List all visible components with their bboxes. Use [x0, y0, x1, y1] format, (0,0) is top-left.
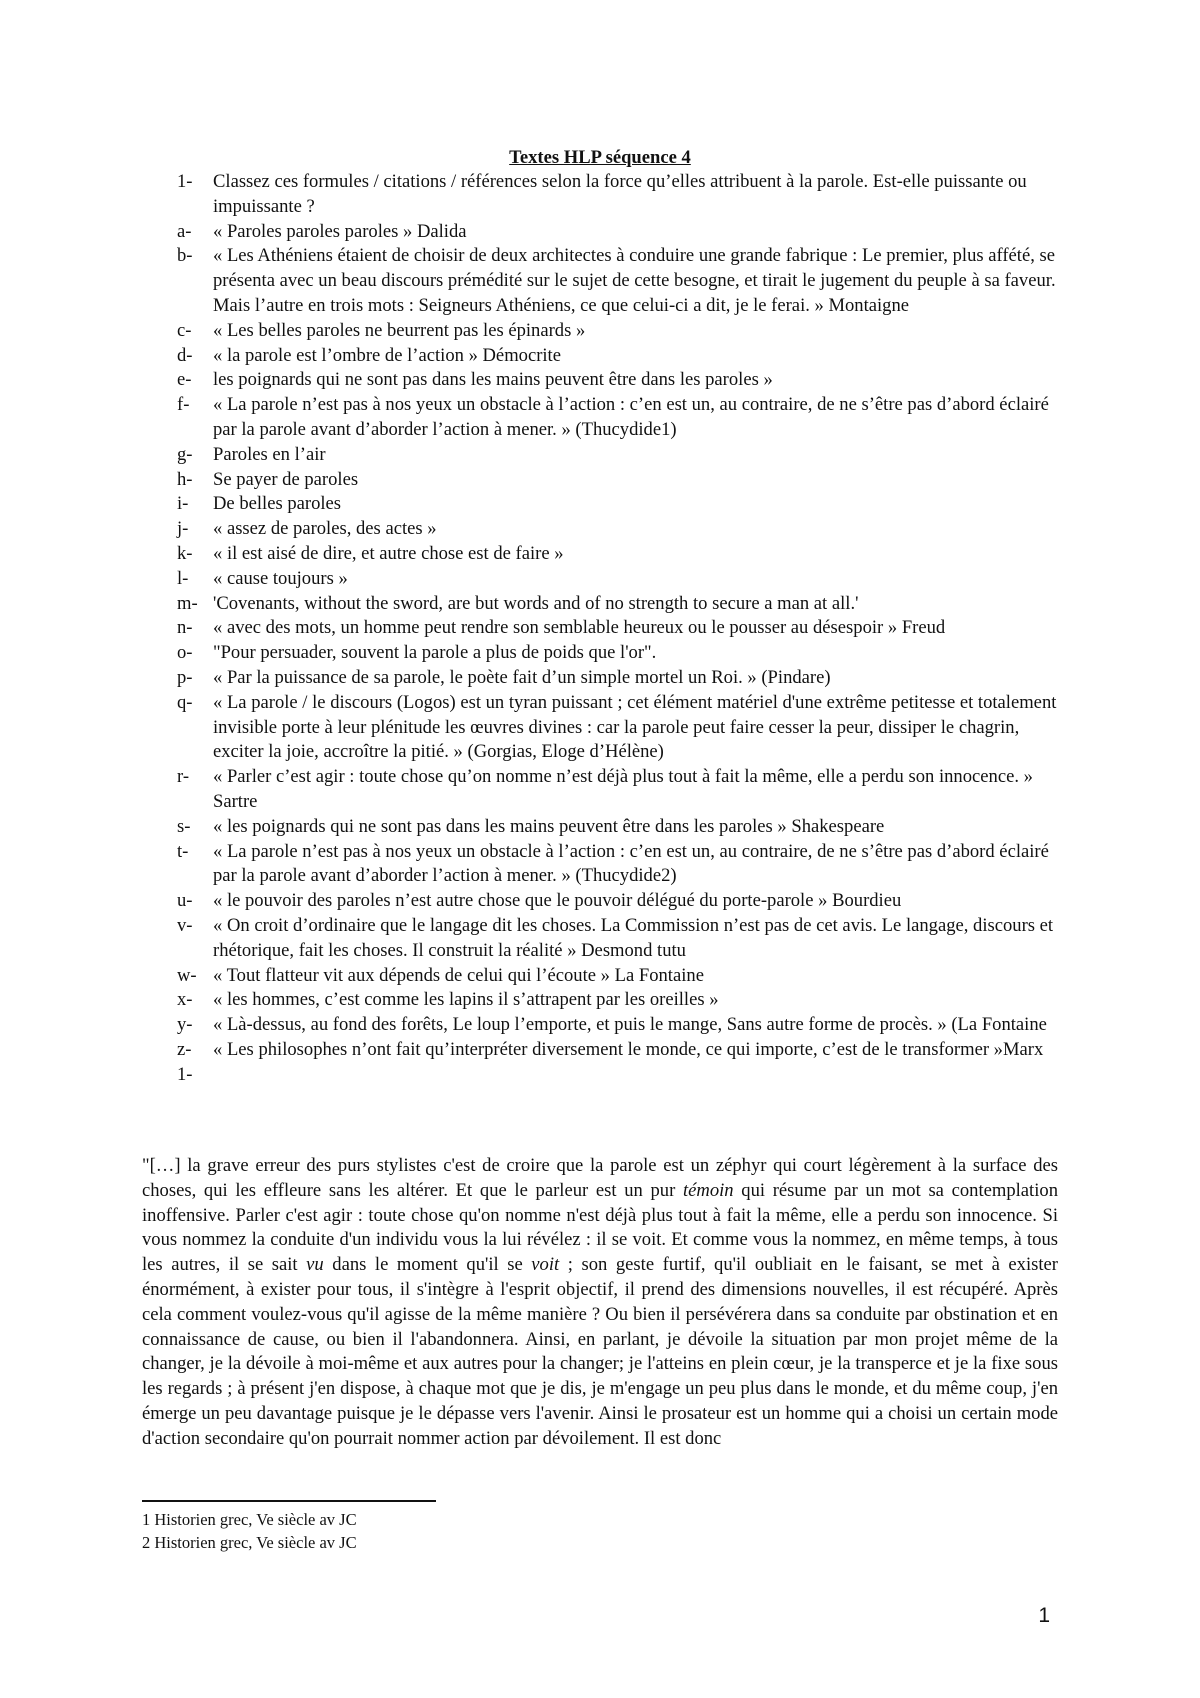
list-marker: o-: [177, 642, 193, 664]
list-text: « la parole est l’ombre de l’action » Démocrite: [213, 344, 561, 366]
list-text: 'Covenants, without the sword, are but words and of no strength to secure a man at all.': [213, 592, 859, 614]
list-item: [177, 319, 1057, 344]
list-marker: 1-: [177, 1063, 193, 1085]
list-marker: c-: [177, 319, 192, 341]
list-text: « le pouvoir des paroles n’est autre chose que le pouvoir délégué du porte-parole » Bourdieu: [213, 890, 902, 912]
list-item: [177, 641, 1057, 666]
list-item: [177, 1063, 1057, 1088]
page-number: 1: [1038, 1604, 1050, 1627]
list-text: « avec des mots, un homme peut rendre son semblable heureux ou le pousser au désespoir » Freud: [213, 617, 946, 639]
list-marker: g-: [177, 443, 193, 465]
list-text: « Les philosophes n’ont fait qu’interpréter diversement le monde, ce qui importe, c’est de le transformer »Marx: [213, 1038, 1044, 1060]
prose-part: qui résume par un mot sa contemplation inoffensive. Parler c'est agir : toute chose qu'on nomme n'est déjà plus tout à fait la même, elle a perdu son innocence. Si vous nommez la conduite d'un individu vous la lui révélez : il se voit. Et comme vous la nommez, en même temps, à tous les autres, il se sait: [142, 1179, 1058, 1276]
list-item: [177, 666, 1057, 691]
list-item: [177, 244, 1057, 318]
list-item: [177, 542, 1057, 567]
list-text: « Là-dessus, au fond des forêts, Le loup l’emporte, et puis le mange, Sans autre forme de procès. » (La Fontaine: [213, 1014, 1047, 1036]
list-marker: i-: [177, 493, 189, 515]
list-text: Classez ces formules / citations / références selon la force qu’elles attribuent à la parole. Est-elle puissante ou impuissante ?: [213, 171, 1027, 217]
list-text: « Paroles paroles paroles » Dalida: [213, 220, 467, 242]
list-item: [177, 492, 1057, 517]
list-marker: z-: [177, 1038, 192, 1060]
list-marker: k-: [177, 542, 193, 564]
list-item: [177, 592, 1057, 617]
list-item: [177, 567, 1057, 592]
list-marker: l-: [177, 567, 189, 589]
list-text: « il est aisé de dire, et autre chose est de faire »: [213, 542, 564, 564]
list-text: De belles paroles: [213, 493, 342, 515]
list-marker: f-: [177, 394, 190, 416]
list-marker: w-: [177, 964, 197, 986]
prose-italic: voit: [531, 1254, 560, 1276]
list-marker: a-: [177, 220, 192, 242]
list-item: [177, 1013, 1057, 1038]
list-text: « Tout flatteur vit aux dépends de celui qui l’écoute » La Fontaine: [213, 964, 704, 986]
list-text: « La parole n’est pas à nos yeux un obstacle à l’action : c’en est un, au contraire, de ne s’être pas d’abord éclairé par la parole avant d’aborder l’action à mener. » (Thucydide2): [213, 840, 1049, 887]
list-marker: q-: [177, 691, 193, 713]
prose-italic: vu: [306, 1254, 324, 1276]
list-item: [177, 964, 1057, 989]
page-title: Textes HLP séquence 4: [509, 147, 691, 168]
list-marker: y-: [177, 1014, 193, 1036]
list-item: [177, 840, 1057, 890]
list-text: Paroles en l’air: [213, 443, 326, 465]
list-text: « Parler c’est agir : toute chose qu’on nomme n’est déjà plus tout à fait la même, elle a perdu son innocence. » Sartre: [213, 766, 1033, 812]
list-item: [177, 1038, 1057, 1063]
list-text: « assez de paroles, des actes »: [213, 518, 437, 540]
list-marker: e-: [177, 369, 192, 391]
list-item: [177, 393, 1057, 443]
list-item: [177, 616, 1057, 641]
list-text: [213, 1063, 1057, 1088]
list-item: [177, 691, 1057, 765]
list-text: « Les Athéniens étaient de choisir de deux architectes à conduire une grande fabrique : Le premier, plus affété, se présenta avec un beau discours prémédité sur le sujet de cette besogne, et tirait le jugement du peuple à sa faveur. Mais l’autre en trois mots : Seigneurs Athéniens, ce que celui-ci a dit, je le ferai. » Montaigne: [213, 245, 1056, 316]
list-item: [177, 170, 1057, 220]
list-item: [177, 443, 1057, 468]
footnote-1: 1 Historien grec, Ve siècle av JC: [142, 1510, 357, 1529]
footnote-separator: [142, 1500, 436, 1502]
list-item: [177, 815, 1057, 840]
list-text: « Par la puissance de sa parole, le poète fait d’un simple mortel un Roi. » (Pindare): [213, 666, 831, 688]
footnote-2: 2 Historien grec, Ve siècle av JC: [142, 1533, 357, 1552]
prose-part: dans le moment qu'il se: [323, 1254, 532, 1276]
list-marker: n-: [177, 617, 193, 639]
list-text: « Les belles paroles ne beurrent pas les épinards »: [213, 319, 586, 341]
list-marker: r-: [177, 766, 190, 788]
prose-part: "[…] la grave erreur des purs stylistes c'est de croire que la parole est un zéphyr qui court légèrement à la surface des choses, qui les effleure sans les altérer. Et que le parleur est un pur: [142, 1155, 1058, 1201]
prose-italic: témoin: [682, 1179, 734, 1201]
list-text: « On croit d’ordinaire que le langage dit les choses. La Commission n’est pas de cet avis. Le langage, discours et rhétorique, fait les choses. Il construit la réalité » Desmond tutu: [213, 914, 1054, 961]
list-marker: v-: [177, 914, 193, 936]
list-item: [177, 517, 1057, 542]
list-marker: m-: [177, 592, 198, 614]
list-marker: s-: [177, 815, 191, 837]
list-text: « La parole n’est pas à nos yeux un obstacle à l’action : c’en est un, au contraire, de ne s’être pas d’abord éclairé par la parole avant d’aborder l’action à mener. » (Thucydide1): [213, 394, 1049, 440]
list-item: [177, 889, 1057, 914]
sartre-excerpt: [142, 1154, 1058, 1452]
list-item: [177, 765, 1057, 815]
list-text: les poignards qui ne sont pas dans les mains peuvent être dans les paroles »: [213, 369, 773, 391]
list-marker: x-: [177, 989, 193, 1011]
list-marker: j-: [177, 518, 189, 540]
list-text: "Pour persuader, souvent la parole a plus de poids que l'or".: [213, 642, 657, 664]
list-marker: b-: [177, 245, 193, 267]
footnotes: [142, 1508, 357, 1554]
list-item: [177, 220, 1057, 245]
list-text: Se payer de paroles: [213, 468, 359, 490]
list-marker: u-: [177, 890, 193, 912]
list-text: « les poignards qui ne sont pas dans les mains peuvent être dans les paroles » Shakespeare: [213, 815, 885, 837]
list-item: [177, 368, 1057, 393]
list-marker: p-: [177, 666, 193, 688]
prose-part: ; son geste furtif, qu'il oubliait en le faisant, se met à exister énormément, à exister pour tous, il s'intègre à l'esprit objectif, il prend des dimensions nouvelles, il est récupéré. Après cela comment voulez-vous qu'il agisse de la même manière ? Ou bien il persévérera dans sa conduite par obstination et en connaissance de cause, ou bien il l'abandonnera. Ainsi, en parlant, je dévoile la situation par mon projet même de la changer, je la dévoile à moi-même et aux autres pour la changer; je l'atteins en plein cœur, je la transperce et je la fixe sous les regards ; à présent j'en dispose, à chaque mot que je dis, je m'engage un peu plus dans le monde, et du même coup, j'en émerge un peu davantage puisque je le dépasse vers l'avenir. Ainsi le prosateur est un homme qui a choisi un certain mode d'action secondaire qu'on pourrait nommer action par dévoilement. Il est donc: [142, 1254, 1058, 1449]
list-item: [177, 914, 1057, 964]
list-text: « La parole / le discours (Logos) est un tyran puissant ; cet élément matériel d'une extrême petitesse et totalement invisible porte à leur plénitude les œuvres divines : car la parole peut faire cesser la peur, dissiper le chagrin, exciter la joie, accroître la pitié. » (Gorgias, Eloge d’Hélène): [213, 691, 1057, 763]
list-text: « les hommes, c’est comme les lapins il s’attrapent par les oreilles »: [213, 989, 719, 1011]
list-marker: h-: [177, 468, 193, 490]
list-item: [177, 468, 1057, 493]
list-item: [177, 344, 1057, 369]
list-marker: t-: [177, 840, 189, 862]
list-item: [177, 988, 1057, 1013]
list-text: « cause toujours »: [213, 567, 348, 589]
list-marker: d-: [177, 344, 193, 366]
list-marker: 1-: [177, 171, 193, 192]
citation-list: [177, 170, 1057, 1087]
